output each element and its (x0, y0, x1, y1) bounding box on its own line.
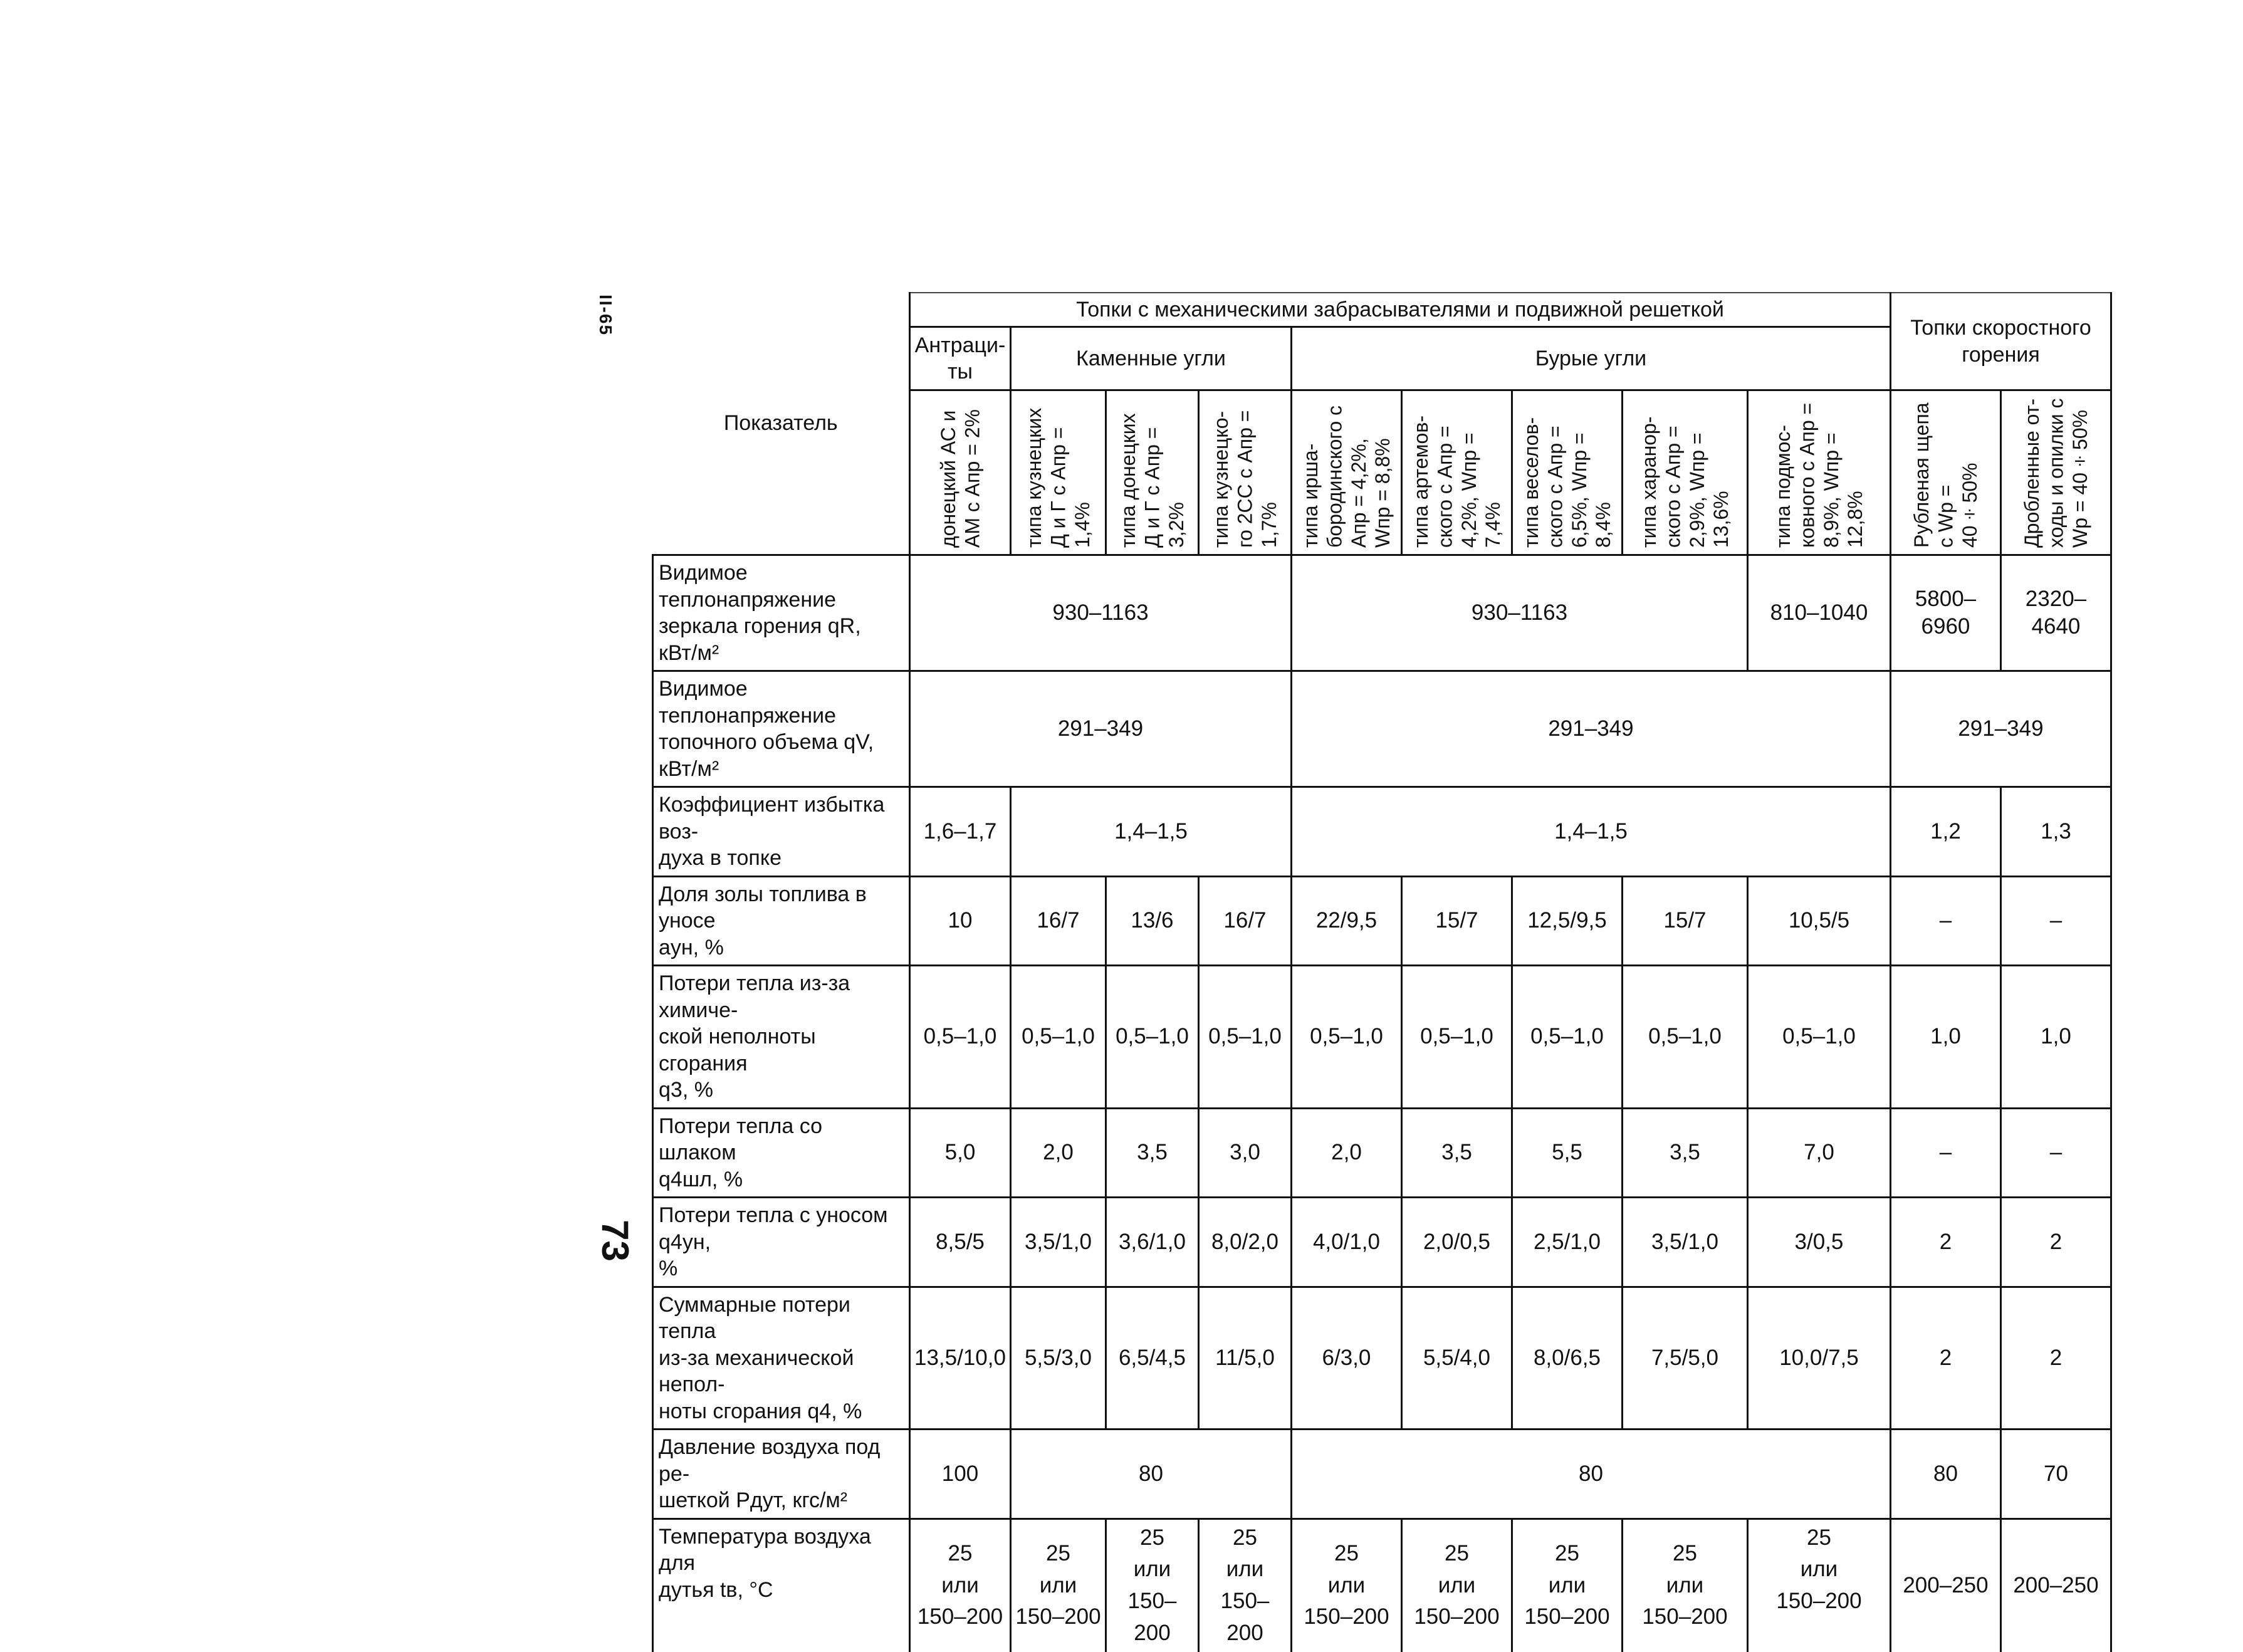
table-cell: 11/5,0 (1198, 1287, 1291, 1430)
row-label-line: шеткой Pдут, кгс/м² (659, 1488, 848, 1512)
table-cell: 0,5–1,0 (910, 966, 1011, 1109)
table-cell: 4,0/1,0 (1291, 1198, 1401, 1287)
row-label (653, 1287, 910, 1430)
row-label-line: aун, % (659, 935, 724, 959)
col-header-10-text: Рубленая щепа с Wр = 40÷50% (1910, 402, 1981, 548)
table-cell: 6/3,0 (1291, 1287, 1401, 1430)
col-header-9-text: типа подмос-ковного с Aпр = 8,9%, Wпр = 12,8% (1771, 402, 1866, 548)
table-cell: 16/7 (1010, 876, 1106, 966)
table-row (653, 876, 2111, 966)
table-row (653, 966, 2111, 1109)
table-cell: 5,5 (1512, 1108, 1622, 1198)
table-cell: 25 или 150–200 (910, 1519, 1011, 1652)
table-cell: 25 или 150–200 (1747, 1519, 1890, 1652)
row-label-line: Давление воздуха под ре- (659, 1435, 881, 1486)
table-cell: 1,6–1,7 (910, 787, 1011, 877)
row-label-line: Температура воздуха для (659, 1524, 871, 1575)
table-cell: 2,0 (1010, 1108, 1106, 1198)
row-label-line: Видимое теплонапряжение (659, 677, 837, 728)
table-cell: 10 (910, 876, 1011, 966)
table-cell: 3,5/1,0 (1622, 1198, 1747, 1287)
row-label (653, 555, 910, 671)
table-cell: 13/6 (1106, 876, 1198, 966)
table-cell: 25 или 150–200 (1010, 1519, 1106, 1652)
row-label (653, 1430, 910, 1519)
header-brown-coal: Бурые угли (1291, 327, 1890, 390)
table-cell: 25 или 150–200 (1401, 1519, 1512, 1652)
table-cell: – (2000, 876, 2111, 966)
table-cell: 15/7 (1622, 876, 1747, 966)
table-cell: 5,5/4,0 (1401, 1287, 1512, 1430)
col-header-9 (1747, 390, 1890, 555)
table-cell: 810–1040 (1747, 555, 1890, 671)
col-header-6-text: типа артемов-ского с Aпр = 4,2%, Wпр = 7,4% (1409, 416, 1504, 548)
table-cell: 3,5 (1106, 1108, 1198, 1198)
table-cell: 8,0/6,5 (1512, 1287, 1622, 1430)
page-number: 73 (593, 1220, 636, 1262)
table-cell: 0,5–1,0 (1198, 966, 1291, 1109)
col-header-1-text: донецкий АС и АМ с Aпр = 2% (936, 409, 983, 548)
table-cell: 1,2 (1890, 787, 2000, 877)
header-fast-furnaces: Топки скоростного горения (1890, 293, 2111, 390)
row-label (653, 671, 910, 787)
row-label-line: Видимое теплонапряжение (659, 561, 837, 612)
table-row (653, 1108, 2111, 1198)
table-row (653, 555, 2111, 671)
table-cell: 0,5–1,0 (1106, 966, 1198, 1109)
table-cell: 8,5/5 (910, 1198, 1011, 1287)
table-cell: 1,0 (2000, 966, 2111, 1109)
col-header-4-text: типа кузнецко-го 2СС с Aпр = 1,7% (1209, 410, 1280, 548)
table-cell: 0,5–1,0 (1512, 966, 1622, 1109)
table-row (653, 787, 2111, 877)
table-cell: 100 (910, 1430, 1011, 1519)
row-label (653, 1519, 910, 1652)
table-cell: 25 или 150–200 (1512, 1519, 1622, 1652)
table-cell: 80 (1890, 1430, 2000, 1519)
table-cell: 16/7 (1198, 876, 1291, 966)
table-cell: 15/7 (1401, 876, 1512, 966)
table-cell: 2,0/0,5 (1401, 1198, 1512, 1287)
row-label-line: Потери тепла с уносом q4ун, (659, 1203, 888, 1254)
table-cell: 1,4–1,5 (1291, 787, 1890, 877)
table-cell: 8,0/2,0 (1198, 1198, 1291, 1287)
col-header-3 (1106, 390, 1198, 555)
col-header-8-text: типа харанор-ского с Aпр = 2,9%, Wпр = 13,6% (1637, 416, 1732, 548)
header-indicator: Показатель (653, 293, 910, 555)
col-header-7-text: типа веселов-ского с Aпр = 6,5%, Wпр = 8,4% (1519, 417, 1614, 548)
table-cell: 0,5–1,0 (1747, 966, 1890, 1109)
row-label (653, 966, 910, 1109)
table-cell: 930–1163 (1291, 555, 1747, 671)
row-label-line: Доля золы топлива в уносе (659, 882, 867, 933)
row-label-line: дутья tв, °С (659, 1577, 773, 1602)
table-cell: 13,5/10,0 (910, 1287, 1011, 1430)
table-cell: 10,0/7,5 (1747, 1287, 1890, 1430)
col-header-7 (1512, 390, 1622, 555)
col-header-1 (910, 390, 1011, 555)
document-code: II-65 (596, 295, 615, 337)
row-label-line: Коэффициент избытка воз- (659, 793, 885, 844)
table-cell: 25 или 150–200 (1106, 1519, 1198, 1652)
table-row (653, 1519, 2111, 1652)
row-label-line: % (659, 1257, 678, 1280)
table-cell: – (1890, 1108, 2000, 1198)
table-cell: 0,5–1,0 (1401, 966, 1512, 1109)
table-cell: 200–250 (2000, 1519, 2111, 1652)
table-cell: 25 или 150–200 (1622, 1519, 1747, 1652)
header-mech-furnaces: Топки с механическими забрасывателями и подвижной решеткой (910, 293, 1891, 327)
col-header-11 (2000, 390, 2111, 555)
table-cell: 1,4–1,5 (1010, 787, 1291, 877)
col-header-10 (1890, 390, 2000, 555)
table-row (653, 1198, 2111, 1287)
table-cell: 6,5/4,5 (1106, 1287, 1198, 1430)
col-header-5-text: типа ирша-бородинского с Aпр = 4,2%, Wпр = 8,8% (1299, 405, 1394, 548)
row-label-line: зеркала горения qR, кВт/м² (659, 614, 861, 665)
table-row (653, 1430, 2111, 1519)
col-header-2-text: типа кузнецких Д и Г с Aпр = 1,4% (1022, 407, 1094, 548)
table-cell: 3,5 (1622, 1108, 1747, 1198)
combustion-parameters-table (652, 292, 2112, 1652)
col-header-3-text: типа донецких Д и Г с Aпр = 3,2% (1116, 413, 1188, 548)
table-cell: 291–349 (1291, 671, 1890, 787)
col-header-2 (1010, 390, 1106, 555)
table-cell: 12,5/9,5 (1512, 876, 1622, 966)
table-cell: 2320–4640 (2000, 555, 2111, 671)
row-label-line: топочного объема qV, кВт/м² (659, 730, 874, 781)
table-cell: 3,5/1,0 (1010, 1198, 1106, 1287)
table-cell: 2 (1890, 1287, 2000, 1430)
row-label-line: из-за механической непол- (659, 1346, 854, 1396)
row-label-line: духа в топке (659, 846, 782, 870)
table-cell: 0,5–1,0 (1622, 966, 1747, 1109)
table-cell: 70 (2000, 1430, 2111, 1519)
table-cell: 0,5–1,0 (1291, 966, 1401, 1109)
row-label-line: Потери тепла из-за химиче- (659, 971, 850, 1022)
col-header-5 (1291, 390, 1401, 555)
table-cell: 2,0 (1291, 1108, 1401, 1198)
table-cell: 25 или 150–200 (1198, 1519, 1291, 1652)
table-cell: 7,0 (1747, 1108, 1890, 1198)
table-row (653, 671, 2111, 787)
row-label (653, 1198, 910, 1287)
col-header-4 (1198, 390, 1291, 555)
table-cell: 25 или 150–200 (1291, 1519, 1401, 1652)
table-cell: 200–250 (1890, 1519, 2000, 1652)
table-cell: – (2000, 1108, 2111, 1198)
table-cell: 5,5/3,0 (1010, 1287, 1106, 1430)
table-cell: 3/0,5 (1747, 1198, 1890, 1287)
header-anthracite: Антраци-ты (910, 327, 1011, 390)
table-cell: 930–1163 (910, 555, 1292, 671)
table-cell: 291–349 (1890, 671, 2111, 787)
table-cell: 3,6/1,0 (1106, 1198, 1198, 1287)
row-label (653, 787, 910, 877)
col-header-6 (1401, 390, 1512, 555)
row-label (653, 1108, 910, 1198)
row-label (653, 876, 910, 966)
row-label-line: q4шл, % (659, 1167, 743, 1191)
col-header-8 (1622, 390, 1747, 555)
table-cell: 3,5 (1401, 1108, 1512, 1198)
table-cell: 2 (1890, 1198, 2000, 1287)
table-cell: 1,0 (1890, 966, 2000, 1109)
table-cell: 5,0 (910, 1108, 1011, 1198)
table-cell: 10,5/5 (1747, 876, 1890, 966)
row-label-line: ской неполноты сгорания (659, 1025, 816, 1075)
row-label-line: ноты сгорания q4, % (659, 1399, 862, 1423)
row-label-line: Суммарные потери тепла (659, 1292, 850, 1343)
table-cell: 22/9,5 (1291, 876, 1401, 966)
table-cell: – (1890, 876, 2000, 966)
header-hard-coal: Каменные угли (1010, 327, 1291, 390)
table-cell: 80 (1010, 1430, 1291, 1519)
table-cell: 2 (2000, 1287, 2111, 1430)
table-cell: 80 (1291, 1430, 1890, 1519)
table-cell: 7,5/5,0 (1622, 1287, 1747, 1430)
table-cell: 291–349 (910, 671, 1292, 787)
table-cell: 2,5/1,0 (1512, 1198, 1622, 1287)
row-label-line: q3, % (659, 1078, 713, 1102)
table-cell: 0,5–1,0 (1010, 966, 1106, 1109)
table-row (653, 1287, 2111, 1430)
col-header-11-text: Дробленные от-ходы и опилки с Wр = 40÷50% (2020, 398, 2091, 548)
table-cell: 2 (2000, 1198, 2111, 1287)
table-cell: 1,3 (2000, 787, 2111, 877)
table-cell: 3,0 (1198, 1108, 1291, 1198)
row-label-line: Потери тепла со шлаком (659, 1114, 823, 1164)
table-cell: 5800–6960 (1890, 555, 2000, 671)
